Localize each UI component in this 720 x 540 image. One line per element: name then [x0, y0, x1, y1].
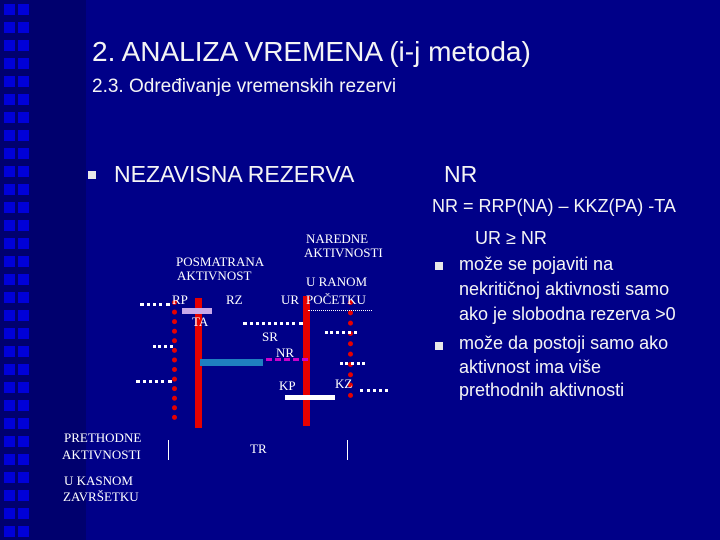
decorative-square — [18, 22, 29, 33]
rp-label: RP — [172, 292, 188, 307]
decorative-square — [4, 184, 15, 195]
ur-condition: UR ≥ NR — [475, 228, 547, 248]
decorative-square — [4, 94, 15, 105]
decorative-square — [18, 526, 29, 537]
decorative-square — [4, 526, 15, 537]
decorative-square — [18, 400, 29, 411]
decorative-square — [18, 382, 29, 393]
decorative-square — [4, 292, 15, 303]
decorative-square — [18, 40, 29, 51]
bullet-1-line-3: ako je slobodna rezerva >0 — [459, 304, 676, 324]
decorative-square — [18, 328, 29, 339]
decorative-square — [4, 220, 15, 231]
prev-activity-dash — [153, 345, 173, 348]
early-start-label-2: POČETKU — [306, 292, 366, 307]
next-activities-label-2: AKTIVNOSTI — [304, 245, 383, 260]
late-finish-label-1: U KASNOM — [64, 473, 133, 488]
decorative-square — [18, 490, 29, 501]
decorative-square — [4, 112, 15, 123]
decorative-square — [18, 220, 29, 231]
next-activity-dash — [243, 322, 303, 325]
decorative-square — [4, 310, 15, 321]
prev-events-dotted-column — [172, 300, 177, 420]
bullet-1-line-1: može se pojaviti na — [459, 254, 614, 274]
nr-label: NR — [276, 345, 295, 360]
decorative-square — [4, 256, 15, 267]
decorative-square — [4, 4, 15, 15]
decorative-square — [18, 238, 29, 249]
decorative-square — [4, 166, 15, 177]
tr-label: TR — [250, 441, 267, 456]
decorative-square — [18, 364, 29, 375]
rz-label: RZ — [226, 292, 243, 307]
decorative-square — [4, 76, 15, 87]
ta-bar — [200, 359, 263, 366]
prev-activities-label-1: PRETHODNE — [64, 430, 142, 445]
decorative-square — [18, 202, 29, 213]
decorative-square — [4, 274, 15, 285]
decorative-square — [4, 454, 15, 465]
decorative-square — [18, 76, 29, 87]
tr-bracket-right — [347, 440, 348, 460]
bullet-2-line-1: može da postoji samo ako — [459, 333, 669, 353]
kp-kz-bar — [285, 395, 335, 400]
decorative-square — [18, 292, 29, 303]
observed-activity-label-1: POSMATRANA — [176, 254, 265, 269]
decorative-square — [18, 184, 29, 195]
decorative-square — [4, 508, 15, 519]
section-heading-abbrev: NR — [444, 161, 478, 187]
slide-subtitle: 2.3. Određivanje vremenskih rezervi — [92, 76, 397, 97]
decorative-square — [18, 4, 29, 15]
next-activity-dash — [340, 362, 365, 365]
ta-label: TA — [192, 314, 209, 329]
decorative-square — [18, 436, 29, 447]
decorative-square — [4, 58, 15, 69]
decorative-square — [18, 346, 29, 357]
bullet-1-line-2: nekritičnoj aktivnosti samo — [459, 279, 670, 299]
decorative-square — [18, 508, 29, 519]
square-bullet-icon — [88, 171, 96, 179]
decorative-square — [18, 256, 29, 267]
bullet-2-line-3: prethodnih aktivnosti — [459, 380, 625, 400]
late-finish-label-2: ZAVRŠETKU — [63, 489, 139, 504]
decorative-square — [18, 94, 29, 105]
decorative-square — [4, 130, 15, 141]
decorative-square — [4, 238, 15, 249]
decorative-square — [18, 58, 29, 69]
next-activity-dash — [325, 331, 357, 334]
activity-end-line — [303, 296, 310, 426]
decorative-square — [18, 130, 29, 141]
decorative-square — [18, 310, 29, 321]
decorative-square — [18, 166, 29, 177]
decorative-square — [4, 418, 15, 429]
prev-activities-label-2: AKTIVNOSTI — [62, 447, 141, 462]
decorative-square — [18, 274, 29, 285]
tr-bracket-left — [168, 440, 169, 460]
decorative-square — [18, 418, 29, 429]
square-bullet-icon — [435, 262, 443, 270]
decorative-square — [4, 40, 15, 51]
decorative-square — [4, 148, 15, 159]
decorative-square — [4, 472, 15, 483]
section-heading: NEZAVISNA REZERVA — [114, 161, 355, 187]
decorative-square — [18, 454, 29, 465]
decorative-square — [4, 346, 15, 357]
decorative-square — [18, 112, 29, 123]
kz-label: KZ — [335, 376, 353, 391]
decorative-square — [4, 400, 15, 411]
decorative-square — [4, 328, 15, 339]
prev-activity-dash — [136, 380, 172, 383]
ur-dotted-line — [308, 310, 372, 311]
bullet-2-line-2: aktivnost ima više — [459, 357, 602, 377]
next-activities-label-1: NAREDNE — [306, 231, 369, 246]
observed-activity-label-2: AKTIVNOST — [177, 268, 252, 283]
decorative-square — [4, 490, 15, 501]
decorative-square — [18, 148, 29, 159]
decorative-square — [4, 364, 15, 375]
kp-label: KP — [279, 378, 296, 393]
decorative-square — [4, 22, 15, 33]
sr-label: SR — [262, 329, 278, 344]
decorative-square — [4, 202, 15, 213]
square-bullet-icon — [435, 342, 443, 350]
decorative-square — [4, 436, 15, 447]
ur-label: UR — [281, 292, 300, 307]
prev-activity-dash — [140, 303, 170, 306]
slide-title: 2. ANALIZA VREMENA (i-j metoda) — [92, 36, 531, 67]
early-start-label-1: U RANOM — [306, 274, 368, 289]
nr-formula: NR = RRP(NA) – KKZ(PA) -TA — [432, 196, 676, 216]
decorative-square — [4, 382, 15, 393]
decorative-square — [18, 472, 29, 483]
next-activity-dash — [360, 389, 388, 392]
